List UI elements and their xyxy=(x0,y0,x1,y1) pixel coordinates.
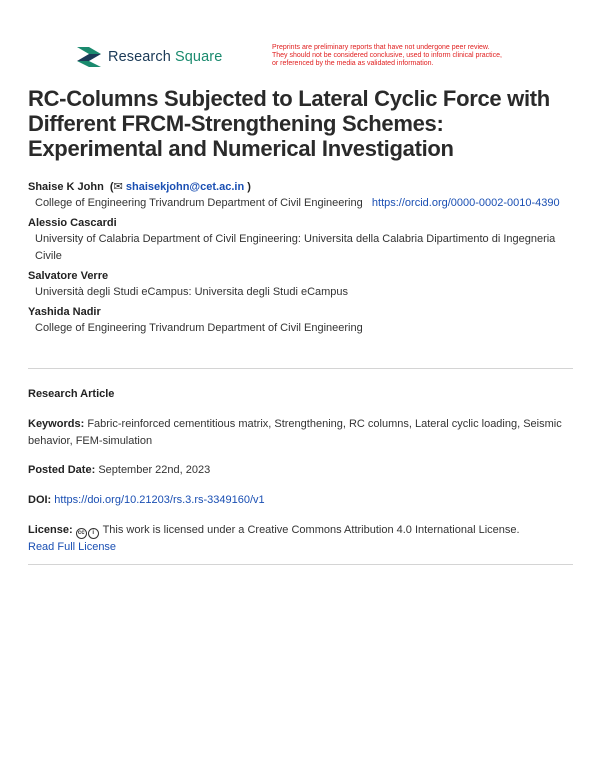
read-full-license-link[interactable]: Read Full License xyxy=(28,541,117,553)
research-square-logo-icon xyxy=(76,46,102,68)
divider xyxy=(28,368,573,369)
license-text: This work is licensed under a Creative Commons Attribution 4.0 International License. xyxy=(102,524,520,536)
keywords-label: Keywords: xyxy=(28,418,85,430)
paper-title: RC-Columns Subjected to Lateral Cyclic Force with Different FRCM-Strengthening Schemes: Experimental and Numerical Investigation xyxy=(28,86,550,161)
author-name: Shaise K John (✉ shaisekjohn@cet.ac.in ) xyxy=(28,181,251,193)
author-email-link[interactable]: shaisekjohn@cet.ac.in xyxy=(125,181,245,193)
author-name: Yashida Nadir xyxy=(28,306,101,318)
cc-icon: cc xyxy=(76,528,87,539)
posted-date-label: Posted Date: xyxy=(28,464,96,476)
keywords-value: Fabric-reinforced cementitious matrix, Strengthening, RC columns, Lateral cyclic loading, Seismic behavior, FEM-simulation xyxy=(28,418,562,447)
email-icon: ✉ xyxy=(113,181,123,193)
keywords xyxy=(28,416,576,450)
preprint-disclaimer: Preprints are preliminary reports that have not undergone peer review. They should not be considered conclusive, used to inform clinical practice, or referenced by the media as validated information. xyxy=(272,44,502,68)
posted-date-value: September 22nd, 2023 xyxy=(98,464,211,476)
header xyxy=(76,44,536,74)
license xyxy=(28,522,576,556)
author-name: Alessio Cascardi xyxy=(28,217,117,229)
author-name: Salvatore Verre xyxy=(28,270,109,282)
author-affiliation: College of Engineering Trivandrum Department of Civil Engineering https://orcid.org/0000-0002-0010-4390 xyxy=(35,197,560,209)
article-type: Research Article xyxy=(28,388,115,400)
doi-link[interactable]: https://doi.org/10.21203/rs.3.rs-3349160/v1 xyxy=(54,494,265,506)
author-affiliation: University of Calabria Department of Civil Engineering: Universita della Calabria Dipartimento di Ingegneria Civile xyxy=(35,233,556,262)
license-label: License: xyxy=(28,524,73,536)
doi xyxy=(28,492,576,509)
research-square-logo[interactable] xyxy=(76,46,222,68)
orcid-link[interactable]: https://orcid.org/0000-0002-0010-4390 xyxy=(371,197,560,209)
author-list xyxy=(28,180,578,341)
author-affiliation: College of Engineering Trivandrum Department of Civil Engineering xyxy=(35,322,363,334)
author-affiliation: Università degli Studi eCampus: Universita degli Studi eCampus xyxy=(35,286,349,298)
attribution-icon: i xyxy=(88,528,99,539)
logo-wordmark: Research Square xyxy=(108,49,223,65)
divider xyxy=(28,564,573,565)
doi-label: DOI: xyxy=(28,494,52,506)
posted-date xyxy=(28,462,576,479)
